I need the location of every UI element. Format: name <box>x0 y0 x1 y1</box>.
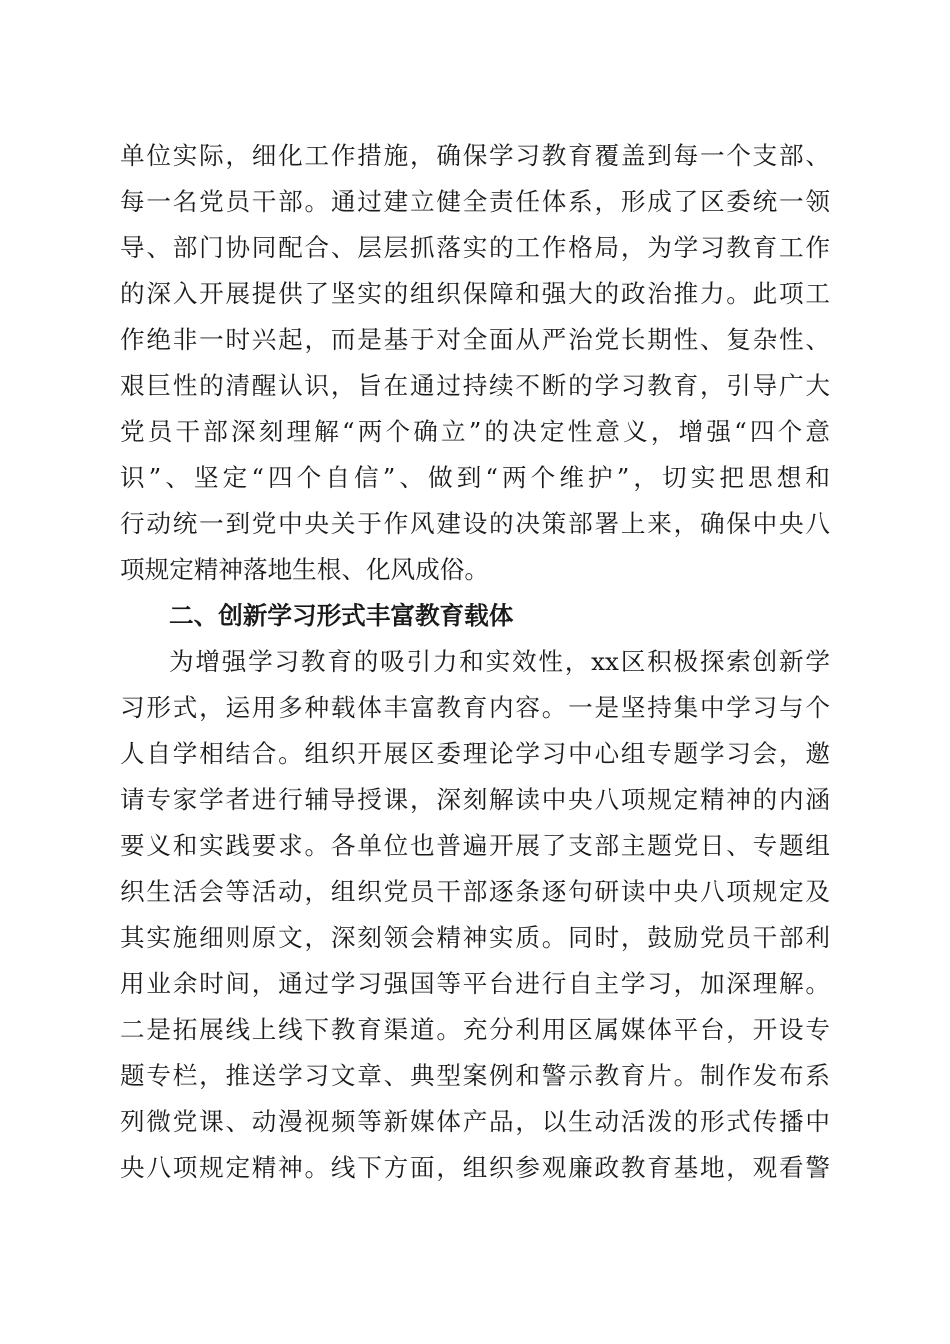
paragraph-1 <box>120 133 830 593</box>
paragraph-2 <box>120 639 830 1191</box>
text-line: 的深入开展提供了坚实的组织保障和强大的政治推力。此项工 <box>120 279 830 308</box>
text-line: 艰巨性的清醒认识，旨在通过持续不断的学习教育，引导广大 <box>120 371 830 400</box>
text-line: 习形式，运用多种载体丰富教育内容。一是坚持集中学习与个 <box>120 693 830 722</box>
text-line: 项规定精神落地生根、化风成俗。 <box>120 555 489 584</box>
text-line: 二是拓展线上线下教育渠道。充分利用区属媒体平台，开设专 <box>120 1015 830 1044</box>
text-line: 导、部门协同配合、层层抓落实的工作格局，为学习教育工作 <box>120 233 830 262</box>
text-line: 请专家学者进行辅导授课，深刻解读中央八项规定精神的内涵 <box>120 785 830 814</box>
text-line: 列微党课、动漫视频等新媒体产品，以生动活泼的形式传播中 <box>120 1107 830 1136</box>
text-line: 织生活会等活动，组织党员干部逐条逐句研读中央八项规定及 <box>120 877 830 906</box>
text-line: 题专栏，推送学习文章、典型案例和警示教育片。制作发布系 <box>120 1061 830 1090</box>
text-line: 用业余时间，通过学习强国等平台进行自主学习，加深理解。 <box>120 969 830 998</box>
text-line: 识”、坚定“四个自信”、做到“两个维护”，切实把思想和 <box>120 463 830 492</box>
text-line: 行动统一到党中央关于作风建设的决策部署上来，确保中央八 <box>120 509 830 538</box>
text-line: 单位实际，细化工作措施，确保学习教育覆盖到每一个支部、 <box>120 141 830 170</box>
text-line: 为增强学习教育的吸引力和实效性，xx区积极探索创新学 <box>169 647 830 676</box>
document-body <box>120 133 830 1191</box>
text-line: 每一名党员干部。通过建立健全责任体系，形成了区委统一领 <box>120 187 830 216</box>
section-heading: 二、创新学习形式丰富教育载体 <box>169 601 514 630</box>
text-line: 党员干部深刻理解“两个确立”的决定性意义，增强“四个意 <box>120 417 830 446</box>
text-line: 要义和实践要求。各单位也普遍开展了支部主题党日、专题组 <box>120 831 830 860</box>
text-line: 作绝非一时兴起，而是基于对全面从严治党长期性、复杂性、 <box>120 325 830 354</box>
text-line: 其实施细则原文，深刻领会精神实质。同时，鼓励党员干部利 <box>120 923 830 952</box>
text-line: 人自学相结合。组织开展区委理论学习中心组专题学习会，邀 <box>120 739 830 768</box>
text-line: 央八项规定精神。线下方面，组织参观廉政教育基地，观看警 <box>120 1153 830 1182</box>
